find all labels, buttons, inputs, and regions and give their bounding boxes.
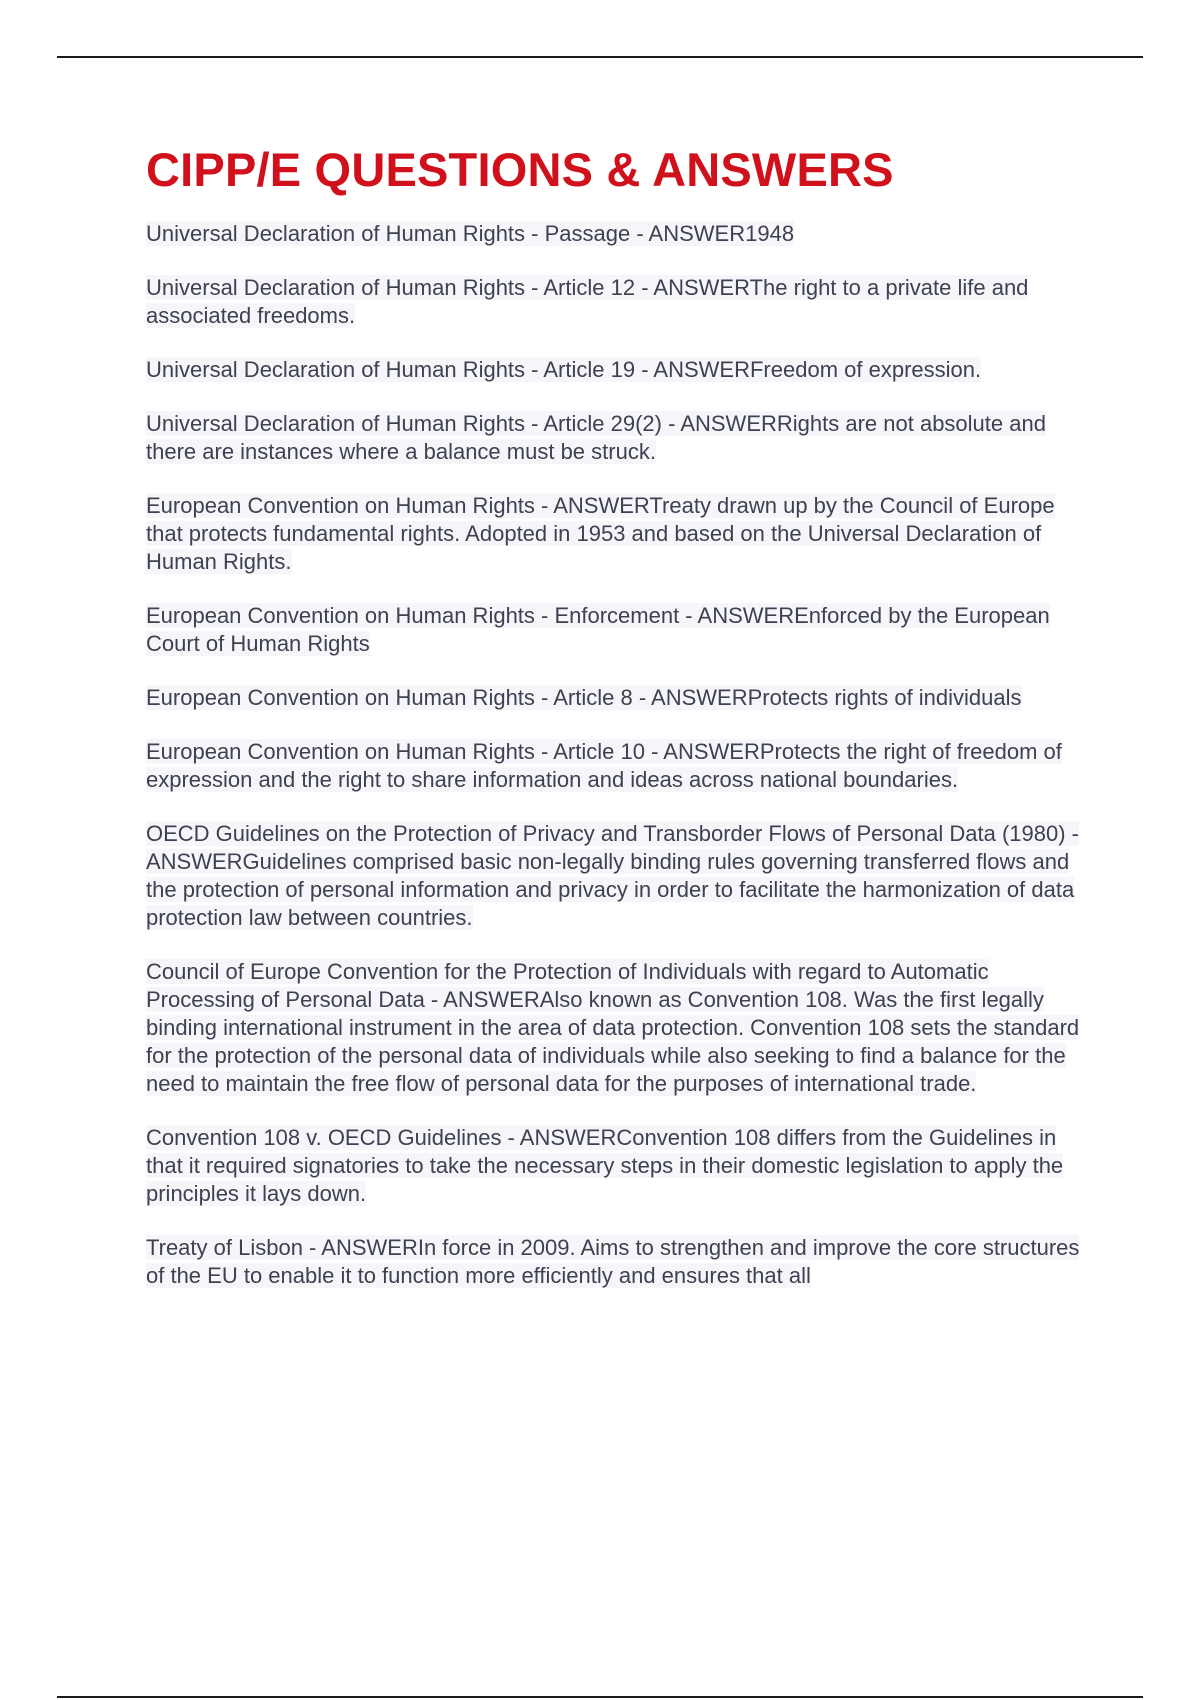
qa-entry-text: European Convention on Human Rights - Enforcement - ANSWEREnforced by the European Court of Human Rights [146,603,1050,656]
qa-entry [146,684,1086,712]
footer-rule [57,1696,1143,1698]
qa-entry-text: Treaty of Lisbon - ANSWERIn force in 2009. Aims to strengthen and improve the core structures of the EU to enable it to function more efficiently and ensures that all [146,1235,1080,1288]
qa-entry [146,738,1086,794]
qa-entry-text: Universal Declaration of Human Rights - Article 29(2) - ANSWERRights are not absolute and there are instances where a balance must be struck. [146,411,1046,464]
qa-entry [146,220,1086,248]
qa-entry [146,1124,1086,1208]
qa-entry [146,820,1086,932]
qa-entry [146,602,1086,658]
qa-entry [146,410,1086,466]
qa-entry-text: Universal Declaration of Human Rights - Article 19 - ANSWERFreedom of expression. [146,357,982,382]
header-rule [57,56,1143,58]
qa-list [146,220,1086,1290]
qa-entry-text: Convention 108 v. OECD Guidelines - ANSWERConvention 108 differs from the Guidelines in that it required signatories to take the necessary steps in their domestic legislation to apply the principles it lays down. [146,1125,1064,1206]
qa-entry-text: European Convention on Human Rights - Article 10 - ANSWERProtects the right of freedom of expression and the right to share information and ideas across national boundaries. [146,739,1062,792]
qa-entry-text: European Convention on Human Rights - ANSWERTreaty drawn up by the Council of Europe that protects fundamental rights. Adopted in 1953 and based on the Universal Declaration of Human Rights. [146,493,1055,574]
qa-entry [146,274,1086,330]
qa-entry-text: OECD Guidelines on the Protection of Privacy and Transborder Flows of Personal Data (1980) - ANSWERGuidelines comprised basic non-legally binding rules governing transferred flows and the protection of personal information and privacy in order to facilitate the harmonization of data protection law between countries. [146,821,1080,930]
qa-entry-text: Council of Europe Convention for the Protection of Individuals with regard to Automatic Processing of Personal Data - ANSWERAlso known as Convention 108. Was the first legally binding international instrument in the area of data protection. Convention 108 sets the standard for the protection of the personal data of individuals while also seeking to find a balance for the need to maintain the free flow of personal data for the purposes of international trade. [146,959,1080,1096]
qa-entry [146,492,1086,576]
document-title: CIPP/E QUESTIONS & ANSWERS [146,143,894,196]
qa-entry-text: Universal Declaration of Human Rights - Article 12 - ANSWERThe right to a private life and associated freedoms. [146,275,1029,328]
document-body [146,140,1086,1316]
qa-entry [146,1234,1086,1290]
qa-entry [146,958,1086,1098]
qa-entry-text: Universal Declaration of Human Rights - Passage - ANSWER1948 [146,221,795,246]
qa-entry [146,356,1086,384]
qa-entry-text: European Convention on Human Rights - Article 8 - ANSWERProtects rights of individuals [146,685,1022,710]
